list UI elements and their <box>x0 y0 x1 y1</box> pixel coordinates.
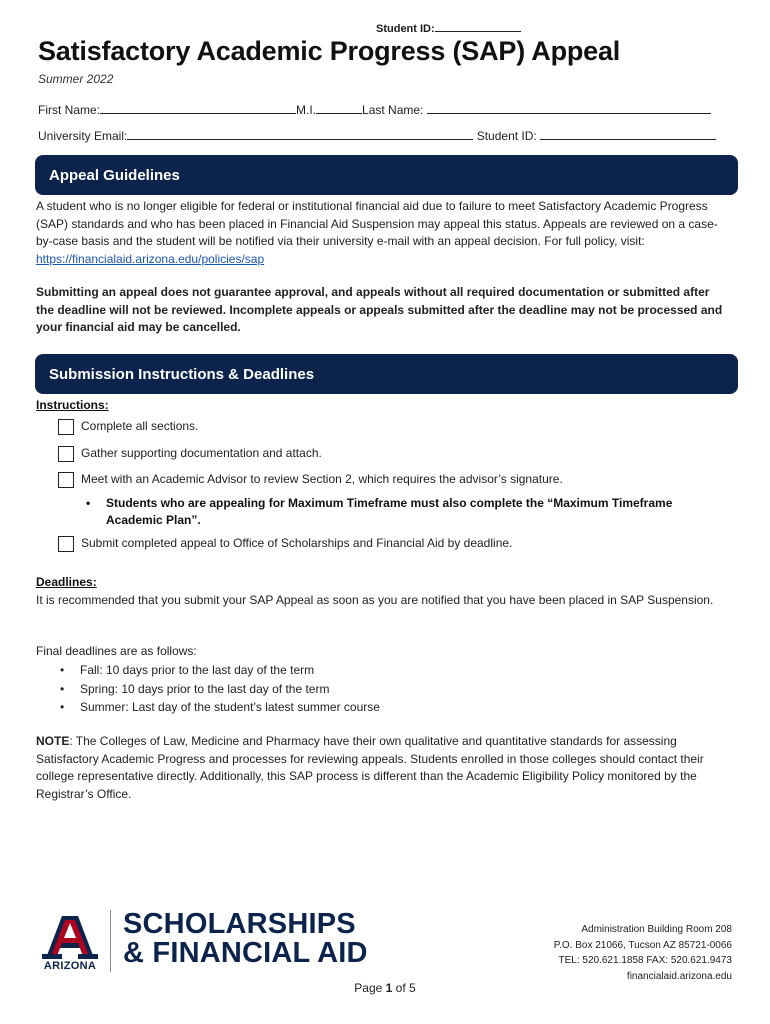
email-label: University Email: <box>38 129 128 143</box>
last-name-field[interactable] <box>427 102 711 114</box>
mi-label: M.I. <box>296 103 317 117</box>
guidelines-paragraph <box>36 198 726 268</box>
step-4-checkbox[interactable] <box>58 536 74 552</box>
sap-policy-link[interactable]: https://financialaid.arizona.edu/policies/sap <box>36 251 265 266</box>
max-timeframe-note <box>86 495 726 529</box>
office-address <box>554 922 732 984</box>
last-name-label: Last Name: <box>362 103 424 117</box>
step-4-label: Submit completed appeal to Office of Scholarships and Financial Aid by deadline. <box>81 536 513 551</box>
top-student-id-label: Student ID: <box>376 23 435 35</box>
step-1-checkbox[interactable] <box>58 419 74 435</box>
arizona-wordmark: ARIZONA <box>43 960 97 972</box>
deadlines-intro: It is recommended that you submit your SAP Appeal as soon as you are notified that you have been placed in SAP Suspension. <box>36 593 714 607</box>
logo-divider <box>110 910 111 972</box>
note-text: : The Colleges of Law, Medicine and Pharmacy have their own qualitative and quantitative standards for assessing Satisfactory Academic Progress and processes for reviewing appeals. Students enrolled in those colleges should contact their college representative directly. Additionally, this SAP process is different than the Academic Eligibility Policy monitored by the Registrar’s Office. <box>36 734 704 801</box>
deadline-summer: • Summer: Last day of the student’s latest summer course <box>60 698 380 717</box>
instructions-label: Instructions: <box>36 398 109 412</box>
address-line-3: TEL: 520.621.1858 FAX: 520.621.9473 <box>558 955 732 966</box>
page-current: 1 <box>385 981 393 995</box>
page-mid: of <box>392 981 410 995</box>
step-3-label: Meet with an Academic Advisor to review Section 2, which requires the advisor’s signature. <box>81 472 563 487</box>
final-deadlines-label: Final deadlines are as follows: <box>36 644 197 658</box>
warning-paragraph: Submitting an appeal does not guarantee approval, and appeals without all required documentation or submitted after the deadline will not be reviewed. Incomplete appeals or appeals submitted after the deadline may not be processed and your financial aid may be cancelled. <box>36 285 723 334</box>
max-timeframe-text: Students who are appealing for Maximum Timeframe must also complete the “Maximum Timeframe Academic Plan”. <box>106 496 673 527</box>
student-id-field[interactable] <box>540 128 716 140</box>
deadline-fall: • Fall: 10 days prior to the last day of the term <box>60 661 380 680</box>
student-id-label: Student ID: <box>476 129 537 143</box>
page-title: Satisfactory Academic Progress (SAP) Appeal <box>38 36 621 66</box>
step-2-checkbox[interactable] <box>58 446 74 462</box>
appeal-guidelines-header: Appeal Guidelines <box>35 155 738 195</box>
office-wordmark-line1: SCHOLARSHIPS <box>123 908 356 940</box>
term-label: Summer 2022 <box>38 72 114 86</box>
step-3-checkbox[interactable] <box>58 472 74 488</box>
step-1-label: Complete all sections. <box>81 419 199 434</box>
address-line-1: Administration Building Room 208 <box>581 924 732 935</box>
guidelines-text: A student who is no longer eligible for federal or institutional financial aid due to failure to meet Satisfactory Academic Progress (SAP) standards and who has been placed in Financial Aid Suspension may appeal this status. Appeals are reviewed on a case-by-case basis and the student will be notified via their university e-mail with an appeal decision. For full policy, visit: <box>36 199 718 248</box>
note-paragraph <box>36 733 726 803</box>
first-name-label: First Name: <box>38 103 101 117</box>
page-total: 5 <box>409 981 416 995</box>
step-2 <box>58 446 322 462</box>
step-4 <box>58 536 512 552</box>
top-student-id-blank[interactable] <box>435 20 521 32</box>
email-field[interactable] <box>127 128 473 140</box>
arizona-logo <box>40 910 100 974</box>
top-student-id <box>376 20 521 35</box>
office-wordmark <box>123 910 368 968</box>
step-3 <box>58 472 563 488</box>
step-2-label: Gather supporting documentation and attach. <box>81 446 322 461</box>
address-line-4[interactable]: financialaid.arizona.edu <box>626 970 732 982</box>
address-line-2: P.O. Box 21066, Tucson AZ 85721-0066 <box>553 939 732 951</box>
first-name-field[interactable] <box>100 102 296 114</box>
submission-header: Submission Instructions & Deadlines <box>35 354 738 394</box>
email-fields <box>38 128 716 143</box>
bullet-icon: • <box>86 496 91 510</box>
mi-field[interactable] <box>316 102 362 114</box>
page-prefix: Page <box>354 981 386 995</box>
step-1 <box>58 419 198 435</box>
deadline-list <box>60 661 380 717</box>
note-label: NOTE <box>36 734 70 748</box>
page-number <box>0 981 770 995</box>
deadline-spring: • Spring: 10 days prior to the last day of the term <box>60 680 380 699</box>
name-fields <box>38 102 711 117</box>
deadlines-label: Deadlines: <box>36 575 97 589</box>
office-wordmark-line2: & FINANCIAL AID <box>123 937 368 969</box>
